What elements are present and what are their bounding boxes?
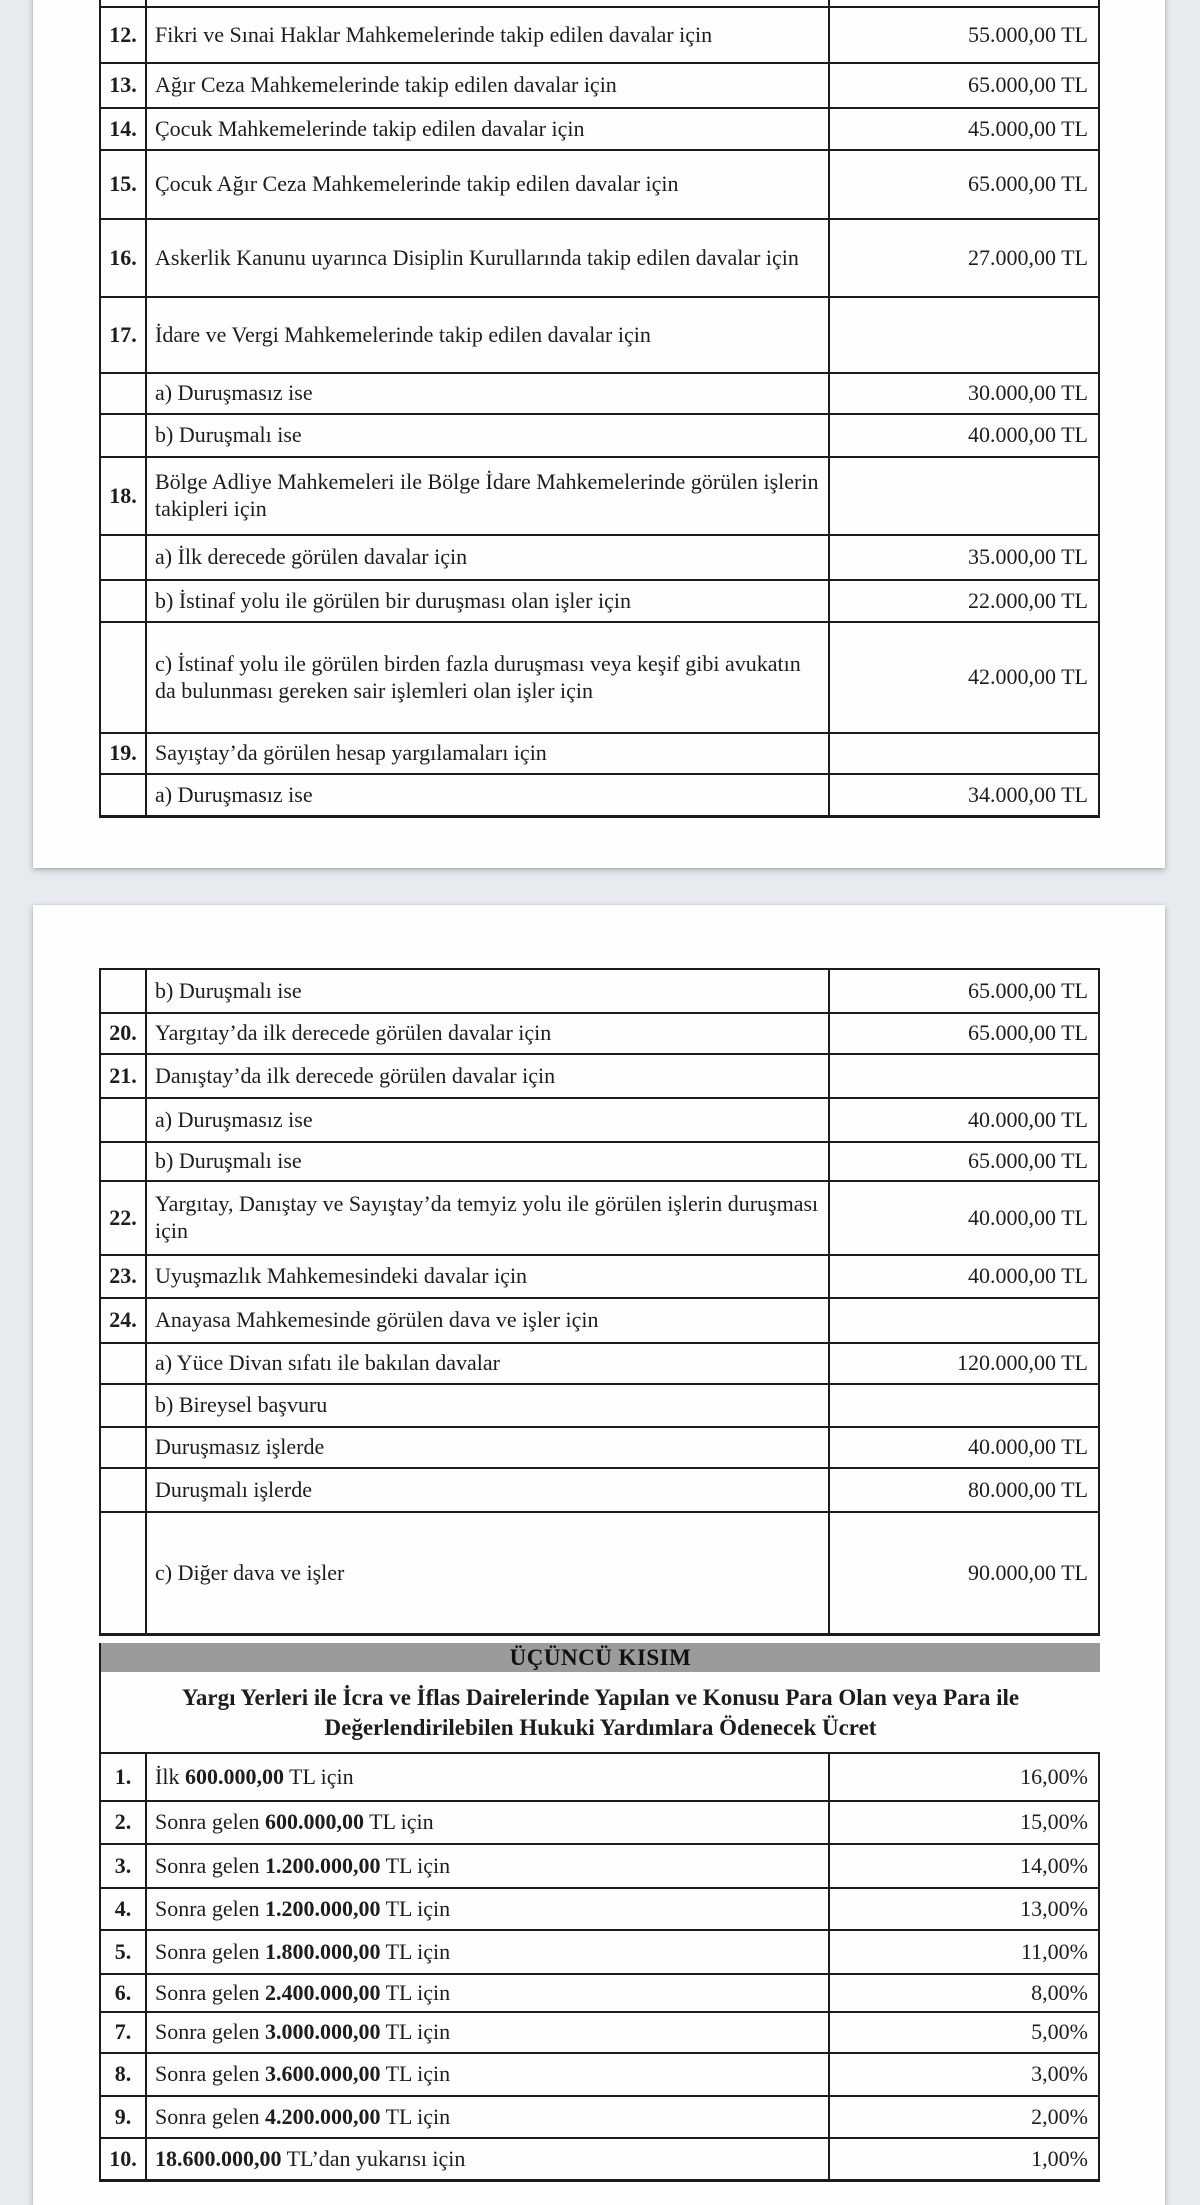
row-number-cell [101,1344,147,1383]
row-label-cell: Sayıştay’da görülen hesap yargılamaları için [147,734,830,773]
row-amount-cell: 15,00% [1020,1809,1088,1835]
row-number-cell: 5. [101,1931,147,1973]
table-row [101,1141,1098,1180]
row-amount-cell: 40.000,00 TL [968,422,1088,448]
table-row [101,1800,1098,1843]
row-label-text: Sonra gelen 4.200.000,00 TL için [155,2103,451,2129]
row-amount-cell [830,458,1098,534]
row-number-cell: 4. [101,1889,147,1929]
row-number-cell [101,0,147,6]
row-amount-cell: 120.000,00 TL [957,1350,1088,1376]
table-row [101,534,1098,579]
row-label-cell: b) Duruşmalı ise [147,415,830,456]
table-row [101,372,1098,413]
row-label-cell [147,2054,830,2095]
fee-table-page2 [99,968,1100,1636]
row-number-cell: 15. [101,151,147,218]
section-header-band [99,1643,1100,1672]
row-amount-cell: 2,00% [1031,2103,1088,2129]
row-amount-cell [830,734,1098,773]
row-number-cell: 18. [101,458,147,534]
row-number-cell [101,1385,147,1426]
row-number-cell: 1. [101,1754,147,1800]
row-number-cell: 21. [101,1055,147,1097]
table-row [101,1254,1098,1297]
table-row [101,970,1098,1012]
row-label-cell [147,2139,830,2179]
row-number-cell: 2. [101,1802,147,1843]
row-label-cell: Fikri ve Sınai Haklar Mahkemelerinde takip edilen davalar için [147,8,830,62]
row-label-cell: a) Duruşmasız ise [147,775,830,815]
row-amount-cell: 80.000,00 TL [968,1476,1088,1502]
table-row [101,1426,1098,1467]
row-amount-cell: 35.000,00 TL [968,544,1088,570]
row-label-cell: a) Duruşmasız ise [147,374,830,413]
row-amount-cell: 65.000,00 TL [968,171,1088,197]
table-row [101,1053,1098,1097]
section-description-text: Yargı Yerleri ile İcra ve İflas Dairelerinde Yapılan ve Konusu Para Olan veya Para ile Değerlendirilebilen Hukuki Yardımlara Ödenecek Ücret [181,1685,1020,1740]
row-amount-cell: 1,00% [1031,2145,1088,2171]
row-amount-cell: 40.000,00 TL [968,1204,1088,1230]
row-label-text: Sonra gelen 600.000,00 TL için [155,1809,434,1835]
section-header-title: ÜÇÜNCÜ KISIM [509,1644,692,1670]
row-label-text: Sonra gelen 3.600.000,00 TL için [155,2061,451,2087]
row-label-cell: a) Duruşmasız ise [147,1099,830,1141]
row-amount-cell: 11,00% [1020,1938,1088,1964]
row-number-cell [101,536,147,579]
row-amount-cell: 34.000,00 TL [968,781,1088,807]
row-amount-cell: 14,00% [1020,1852,1088,1878]
row-amount-cell: 22.000,00 TL [968,587,1088,613]
row-number-cell: 19. [101,734,147,773]
row-label-cell [147,1802,830,1843]
table-row [101,1180,1098,1254]
row-label-cell [147,0,830,6]
row-amount-cell [830,1299,1098,1342]
row-label-text: İlk 600.000,00 TL için [155,1763,354,1789]
row-number-cell [101,1428,147,1467]
row-number-cell: 12. [101,8,147,62]
row-amount-cell: 3,00% [1031,2061,1088,2087]
table-row [101,773,1098,815]
row-amount-cell: 40.000,00 TL [968,1106,1088,1132]
row-amount-cell: 42.000,00 TL [968,664,1088,690]
row-number-cell: 10. [101,2139,147,2179]
table-row [101,621,1098,732]
tariff-table [99,1752,1100,2182]
row-label-cell [147,2013,830,2052]
table-row [101,2095,1098,2137]
row-label-cell: Ağır Ceza Mahkemelerinde takip edilen davalar için [147,64,830,107]
table-row [101,1097,1098,1141]
row-label-cell: Yargıtay’da ilk derecede görülen davalar için [147,1014,830,1053]
row-number-cell: 16. [101,220,147,296]
row-amount-cell: 30.000,00 TL [968,380,1088,406]
row-number-cell: 3. [101,1845,147,1887]
row-label-cell: Yargıtay, Danıştay ve Sayıştay’da temyiz yolu ile görülen işlerin duruşması için [147,1182,830,1254]
row-number-cell: 24. [101,1299,147,1342]
row-number-cell [101,1099,147,1141]
row-label-cell: Duruşmasız işlerde [147,1428,830,1467]
row-label-cell: Danıştay’da ilk derecede görülen davalar için [147,1055,830,1097]
row-label-cell: Uyuşmazlık Mahkemesindeki davalar için [147,1256,830,1297]
row-number-cell [101,970,147,1012]
table-row [101,1511,1098,1633]
row-label-cell: a) İlk derecede görülen davalar için [147,536,830,579]
row-label-text: Sonra gelen 2.400.000,00 TL için [155,1979,451,2005]
table-row [101,1012,1098,1053]
row-label-cell [147,1754,830,1800]
row-amount-cell: 45.000,00 TL [968,115,1088,141]
row-amount-cell [830,1055,1098,1097]
row-label-cell [147,1889,830,1929]
row-number-cell [101,415,147,456]
page-2 [33,905,1165,2205]
row-label-cell: Bölge Adliye Mahkemeleri ile Bölge İdare Mahkemelerinde görülen işlerin takipleri için [147,458,830,534]
table-row [101,732,1098,773]
row-number-cell [101,775,147,815]
row-label-cell: Askerlik Kanunu uyarınca Disiplin Kurullarında takip edilen davalar için [147,220,830,296]
row-number-cell: 9. [101,2097,147,2137]
table-row [101,2052,1098,2095]
row-number-cell: 22. [101,1182,147,1254]
row-amount-cell: 8,00% [1031,1979,1088,2005]
row-label-cell: Çocuk Mahkemelerinde takip edilen davalar için [147,109,830,149]
row-amount-cell [830,1385,1098,1426]
row-amount-cell: 13,00% [1020,1895,1088,1921]
row-amount-cell: 55.000,00 TL [968,21,1088,47]
row-number-cell [101,374,147,413]
row-label-cell [147,2097,830,2137]
table-row [101,1467,1098,1511]
table-row [101,1754,1098,1800]
row-number-cell: 13. [101,64,147,107]
page-1 [33,0,1165,868]
row-amount-cell [830,0,1098,6]
table-row [101,149,1098,218]
table-row [101,2011,1098,2052]
row-amount-cell: 65.000,00 TL [968,1020,1088,1046]
row-amount-cell [830,298,1098,372]
row-number-cell [101,623,147,732]
row-number-cell [101,1143,147,1180]
row-label-cell [147,1975,830,2011]
row-label-cell: b) İstinaf yolu ile görülen bir duruşması olan işler için [147,581,830,621]
table-row [101,1929,1098,1973]
row-number-cell: 20. [101,1014,147,1053]
table-row [101,1342,1098,1383]
row-label-cell: c) İstinaf yolu ile görülen birden fazla duruşması veya keşif gibi avukatın da bulunması gereken sair işlemleri olan işler için [147,623,830,732]
row-amount-cell: 16,00% [1020,1763,1088,1789]
row-label-text: Sonra gelen 1.200.000,00 TL için [155,1895,451,1921]
row-label-cell: c) Diğer dava ve işler [147,1513,830,1633]
row-label-text: Sonra gelen 3.000.000,00 TL için [155,2019,451,2045]
table-row [101,1297,1098,1342]
row-label-cell: Anayasa Mahkemesinde görülen dava ve işler için [147,1299,830,1342]
row-number-cell: 14. [101,109,147,149]
row-label-cell: b) Duruşmalı ise [147,1143,830,1180]
row-number-cell [101,1469,147,1511]
row-label-text: Sonra gelen 1.200.000,00 TL için [155,1852,451,1878]
section-description [99,1672,1100,1752]
row-number-cell: 7. [101,2013,147,2052]
table-row [101,413,1098,456]
row-amount-cell: 40.000,00 TL [968,1263,1088,1289]
row-label-cell: b) Bireysel başvuru [147,1385,830,1426]
row-amount-cell: 65.000,00 TL [968,977,1088,1003]
table-row [101,2137,1098,2179]
row-label-text: 18.600.000,00 TL’dan yukarısı için [155,2145,466,2171]
row-label-cell [147,1931,830,1973]
row-label-cell: b) Duruşmalı ise [147,970,830,1012]
row-label-cell: a) Yüce Divan sıfatı ile bakılan davalar [147,1344,830,1383]
row-number-cell: 6. [101,1975,147,2011]
row-label-cell [147,1845,830,1887]
row-amount-cell: 5,00% [1031,2019,1088,2045]
row-number-cell [101,581,147,621]
table-row [101,218,1098,296]
row-number-cell: 8. [101,2054,147,2095]
table-row [101,62,1098,107]
row-label-cell: Duruşmalı işlerde [147,1469,830,1511]
row-number-cell: 17. [101,298,147,372]
fee-table-page1 [99,0,1100,818]
table-row [101,107,1098,149]
table-row [101,456,1098,534]
row-label-cell: Çocuk Ağır Ceza Mahkemelerinde takip edilen davalar için [147,151,830,218]
table-row [101,1843,1098,1887]
row-amount-cell: 65.000,00 TL [968,1148,1088,1174]
table-row [101,296,1098,372]
row-amount-cell: 65.000,00 TL [968,72,1088,98]
row-label-text: Sonra gelen 1.800.000,00 TL için [155,1938,451,1964]
table-row [101,6,1098,62]
row-number-cell [101,1513,147,1633]
row-amount-cell: 27.000,00 TL [968,244,1088,270]
table-row [101,579,1098,621]
row-amount-cell: 90.000,00 TL [968,1559,1088,1585]
clipped-row [101,0,1098,6]
row-amount-cell: 40.000,00 TL [968,1434,1088,1460]
row-label-cell: İdare ve Vergi Mahkemelerinde takip edilen davalar için [147,298,830,372]
table-row [101,1973,1098,2011]
row-number-cell: 23. [101,1256,147,1297]
table-row [101,1887,1098,1929]
table-row [101,1383,1098,1426]
